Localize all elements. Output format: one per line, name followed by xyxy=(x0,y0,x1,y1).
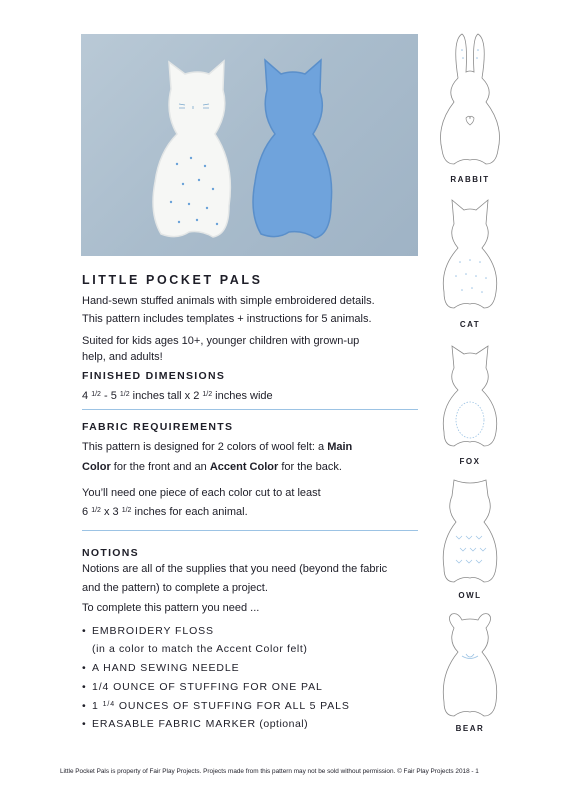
list-item: • A HAND SEWING NEEDLE xyxy=(82,662,240,674)
animal-label-bear: BEAR xyxy=(455,724,485,733)
notions-line: and the pattern) to complete a project. xyxy=(82,582,268,594)
intro-line: Suited for kids ages 10+, younger children with grown-up xyxy=(82,335,360,347)
list-item: • ERASABLE FABRIC MARKER (optional) xyxy=(82,718,309,730)
fabric-line: 6 $^{1/2}$ x 3 $^{1/2}$ inches for each animal. xyxy=(82,506,248,518)
list-item: • EMBROIDERY FLOSS xyxy=(82,625,214,637)
fabric-heading: FABRIC REQUIREMENTS xyxy=(82,421,234,433)
list-item: • 1/4 OUNCE OF STUFFING FOR ONE PAL xyxy=(82,681,323,693)
notions-line: To complete this pattern you need ... xyxy=(82,602,260,614)
blue-cat-toy xyxy=(253,60,332,238)
notions-heading: NOTIONS xyxy=(82,547,139,559)
fox-template-icon xyxy=(432,342,508,452)
cat-template-icon xyxy=(432,196,508,314)
animal-label-cat: CAT xyxy=(459,320,481,329)
fabric-line: This pattern is designed for 2 colors of wool felt: a Main xyxy=(82,441,353,453)
divider xyxy=(82,409,418,410)
list-item: • 1 $^{1/4}$ OUNCES OF STUFFING FOR ALL 5 PALS xyxy=(82,700,350,712)
dimensions-text: 4 $^{1/2}$ - 5 $^{1/2}$ inches tall x 2 $^{1/2}$ inches wide xyxy=(82,390,273,402)
footer-copyright: Little Pocket Pals is property of Fair Play Projects. Projects made from this pattern may not be sold without permission. © Fair Play Projects 2018 - 1 xyxy=(60,768,479,775)
fabric-line: Color for the front and an Accent Color for the back. xyxy=(82,461,342,473)
cover-photo xyxy=(81,34,418,256)
rabbit-template-icon xyxy=(432,30,508,170)
white-cat-toy xyxy=(153,61,230,237)
intro-line: This pattern includes templates + instructions for 5 animals. xyxy=(82,313,372,325)
divider xyxy=(82,530,418,531)
bear-template-icon xyxy=(432,610,508,722)
animal-label-owl: OWL xyxy=(458,591,482,600)
dimensions-heading: FINISHED DIMENSIONS xyxy=(82,370,226,382)
fabric-line: You’ll need one piece of each color cut to at least xyxy=(82,487,321,499)
animal-label-rabbit: RABBIT xyxy=(450,175,490,184)
animal-label-fox: FOX xyxy=(459,457,481,466)
intro-line: help, and adults! xyxy=(82,351,163,363)
intro-line: Hand-sewn stuffed animals with simple embroidered details. xyxy=(82,295,375,307)
notions-line: Notions are all of the supplies that you need (beyond the fabric xyxy=(82,563,388,575)
list-item-note: (in a color to match the Accent Color felt) xyxy=(92,643,308,655)
page-title: LITTLE POCKET PALS xyxy=(82,273,263,287)
owl-template-icon xyxy=(432,476,508,588)
